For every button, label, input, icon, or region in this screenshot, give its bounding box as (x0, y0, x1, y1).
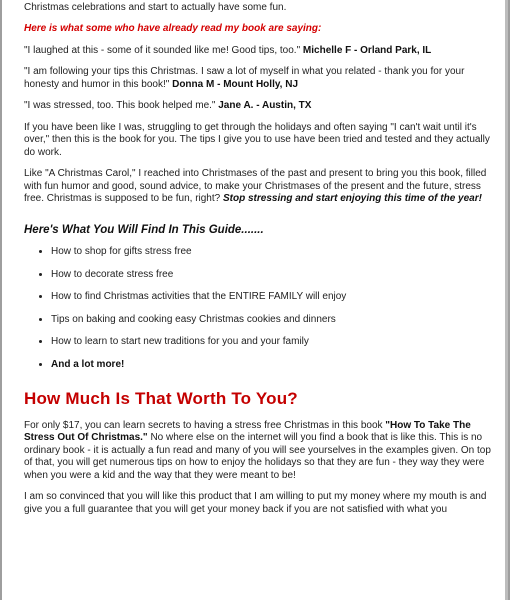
price-text-start: For only $17, you can learn secrets to having a stress free Christmas in this book (24, 419, 383, 431)
testimonial-quote: "I am following your tips this Christmas. I saw a lot of myself in what you related - thank you for your honesty and humor in this book!" (24, 66, 465, 90)
testimonials-heading: Here is what some who have already read my book are saying: (24, 23, 322, 34)
testimonial (24, 66, 496, 91)
struggling-paragraph: If you have been like I was, struggling to get through the holidays and often saying "I can't wait until it's over," then this is the book for you. The tips I give you to use have been tried and tested and they actually do work. (24, 121, 490, 158)
guarantee-paragraph: I am so convinced that you will like this product that I am willing to put my money where my mouth is and give you a full guarantee that you will get your money back if you are not satisfied with what you (24, 491, 487, 515)
price-text-end: No where else on the internet will you find a book that is like this. This is no ordinary book - it is actually a fun read and many of you will see yourselves in the examples given. On top of that, you will get numerous tips on how to enjoy the holidays so that they are fun - they way they were when you were a kid and the way that they were meant to be! (24, 432, 491, 481)
testimonial-quote: "I was stressed, too. This book helped me." (24, 100, 216, 111)
christmas-carol-emphasis: Stop stressing and start enjoying this time of the year! (223, 193, 482, 204)
article-body (24, 0, 496, 525)
list-item: • How to shop for gifts stress free (51, 246, 496, 259)
christmas-carol-text: Like "A Christmas Carol," I reached into Christmases of the past and present to bring you this book, filled with fun humor and good, sound advice, to make your Christmases of the present and the future, stress free. Christmas is supposed to be fun, right? (24, 168, 487, 204)
testimonial (24, 45, 496, 58)
worth-heading: How Much Is That Worth To You? (24, 389, 298, 408)
christmas-carol-paragraph (24, 168, 496, 206)
guide-list (24, 246, 496, 371)
testimonial-author: Michelle F - Orland Park, IL (302, 44, 432, 56)
list-item: • How to learn to start new traditions for you and your family (51, 336, 496, 349)
book-title: "How To Take The Stress Out Of Christmas." (24, 419, 471, 443)
list-item (51, 359, 496, 372)
testimonial-author: Jane A. - Austin, TX (218, 100, 312, 111)
guide-heading: Here's What You Will Find In This Guide....... (24, 223, 264, 236)
price-paragraph (24, 420, 496, 483)
list-item: • How to decorate stress free (51, 269, 496, 282)
list-item: • How to find Christmas activities that the ENTIRE FAMILY will enjoy (51, 291, 496, 304)
testimonial-author: Donna M - Mount Holly, NJ (172, 78, 299, 90)
intro-paragraph: Christmas celebrations and start to actually have some fun. (24, 1, 287, 13)
list-item: • Tips on baking and cooking easy Christmas cookies and dinners (51, 314, 496, 327)
list-item-emphasis: And a lot more! (51, 358, 125, 370)
testimonial-quote: "I laughed at this - some of it sounded like me! Good tips, too." (24, 44, 301, 56)
page-border-right (505, 0, 508, 600)
testimonial (24, 100, 496, 113)
